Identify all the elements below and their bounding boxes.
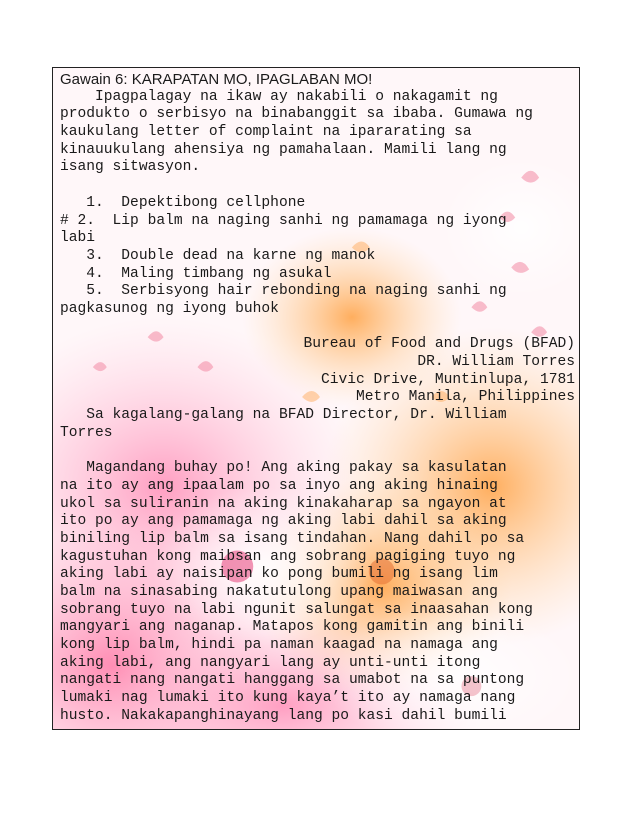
- option-item: 5. Serbisyong hair rebonding na naging sanhi ng: [60, 283, 507, 300]
- body-line: nangati nang nangati hanggang sa umabot na sa puntong: [60, 672, 525, 689]
- body-line: sobrang tuyo na labi ngunit salungat sa inaasahan kong: [60, 601, 533, 618]
- instruction-line: produkto o serbisyo na binabanggit sa ibaba. Gumawa ng: [60, 106, 533, 123]
- body-line: husto. Nakakapanghinayang lang po kasi dahil bumili: [60, 707, 507, 724]
- body-line: na ito ay ang ipaalam po sa inyo ang aking hinaing: [60, 477, 498, 494]
- option-item: pagkasunog ng iyong buhok: [60, 300, 279, 317]
- spacer: [60, 442, 576, 460]
- body-line: kagustuhan kong maibsan ang sobrang pagiging tuyo ng: [60, 548, 516, 565]
- letter-page: [52, 67, 580, 730]
- body-line: ito po ay ang pamamaga ng aking labi dahil sa aking: [60, 513, 507, 530]
- body-line: aking labi ay naisipan ko pong bumili ng isang lim: [60, 566, 498, 583]
- body-line: ukol sa suliranin na aking kinakaharap sa ngayon at: [60, 495, 507, 512]
- option-item: labi: [60, 230, 96, 247]
- address-line: Bureau of Food and Drugs (BFAD): [303, 336, 575, 353]
- salutation-line: Sa kagalang-galang na BFAD Director, Dr. William: [60, 407, 507, 424]
- instruction-line: Ipagpalagay na ikaw ay nakabili o nakagamit ng: [60, 88, 498, 105]
- option-item: 4. Maling timbang ng asukal: [60, 265, 332, 282]
- body-line: kong lip balm, hindi pa naman kaagad na namaga ang: [60, 637, 498, 653]
- letter-text: [60, 71, 576, 725]
- body-line: Magandang buhay po! Ang aking pakay sa kasulatan: [60, 460, 507, 477]
- address-line: Metro Manila, Philippines: [356, 389, 575, 406]
- spacer: [60, 319, 576, 337]
- body-line: lumaki nag lumaki ito kung kaya’t ito ay namaga nang: [60, 690, 516, 707]
- activity-title: Gawain 6: KARAPATAN MO, IPAGLABAN MO!: [60, 71, 373, 88]
- body-line: aking labi, ang nangyari lang ay unti-unti itong: [60, 654, 481, 671]
- option-item: 3. Double dead na karne ng manok: [60, 247, 376, 264]
- instruction-line: isang sitwasyon.: [60, 159, 201, 176]
- spacer: [60, 177, 576, 195]
- address-line: DR. William Torres: [417, 354, 575, 370]
- body-line: biniling lip balm sa isang tindahan. Nang dahil po sa: [60, 530, 525, 547]
- option-item: 1. Depektibong cellphone: [60, 194, 306, 211]
- salutation-line: Torres: [60, 424, 113, 441]
- option-item: # 2. Lip balm na naging sanhi ng pamamaga ng iyong: [60, 212, 507, 229]
- address-line: Civic Drive, Muntinlupa, 1781: [321, 371, 575, 388]
- body-line: mangyari ang naganap. Matapos kong gamitin ang binili: [60, 619, 525, 636]
- body-line: balm na sinasabing nakatutulong upang maiwasan ang: [60, 583, 498, 600]
- instruction-line: kaukulang letter of complaint na ipararating sa: [60, 124, 472, 141]
- instruction-line: kinauukulang ahensiya ng pamahalaan. Mamili lang ng: [60, 141, 507, 158]
